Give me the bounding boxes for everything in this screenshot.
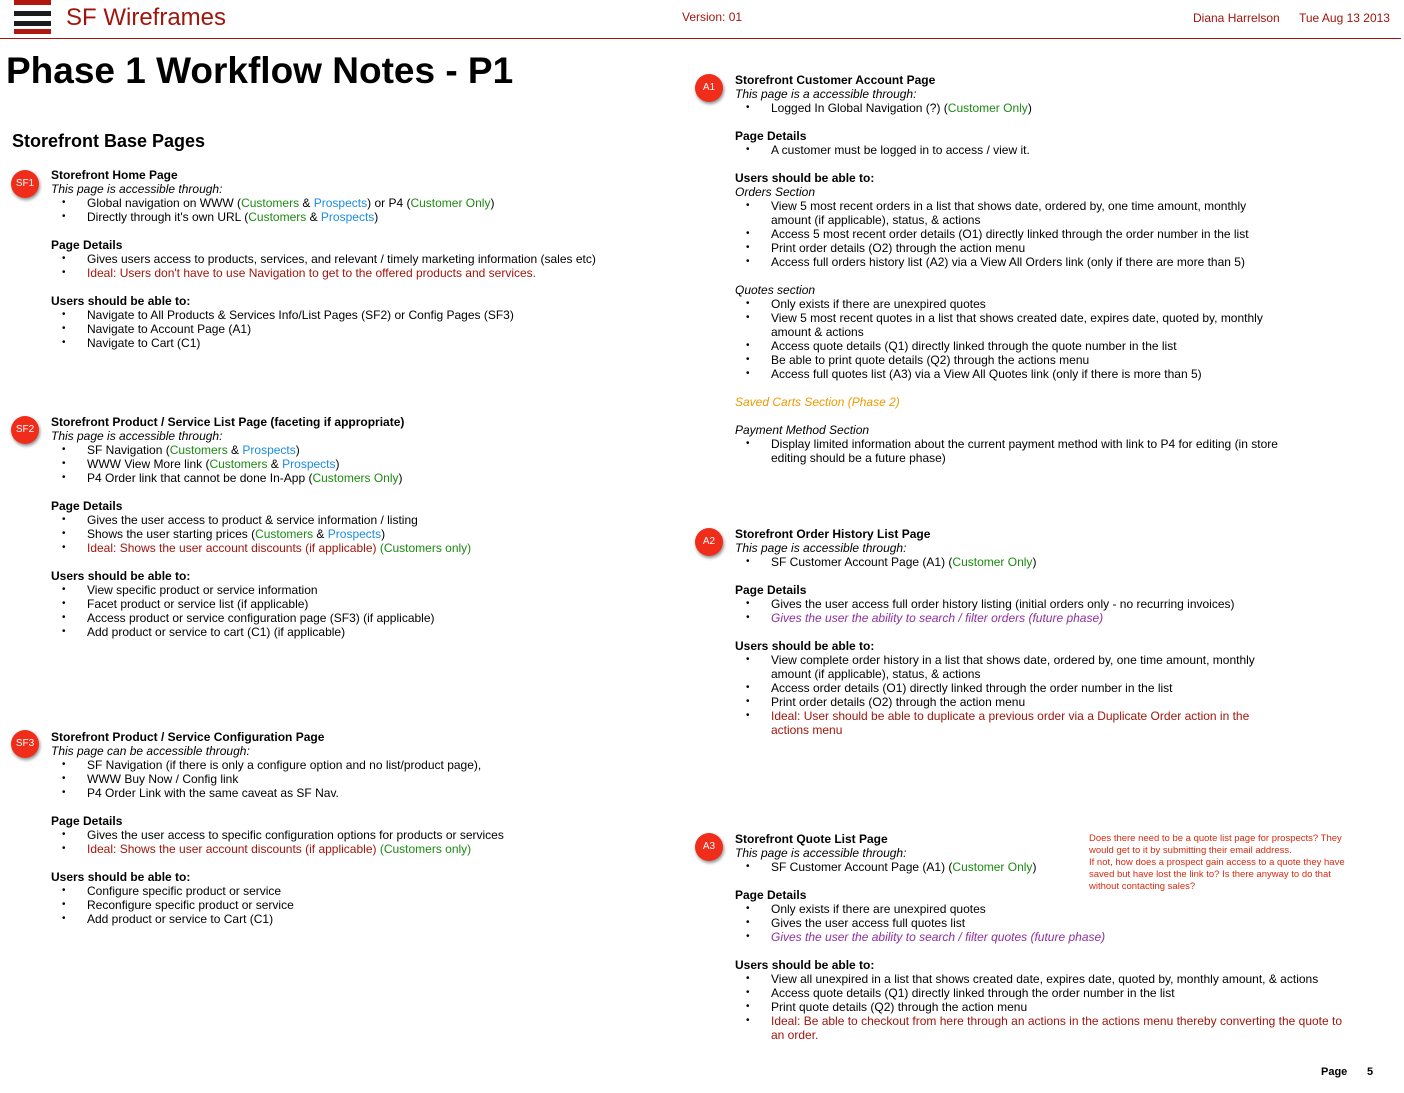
a3-users-list (735, 972, 1342, 1042)
list-item: • SF Customer Account Page (A1) (Customer Only) (735, 555, 1255, 569)
a1-subtitle: This page is a accessible through: (735, 87, 917, 101)
a1-title: Storefront Customer Account Page (735, 73, 936, 87)
section-sf3 (51, 730, 504, 926)
list-item: • Access order details (O1) directly linked through the order number in the list (735, 681, 1255, 695)
author-name: Diana Harrelson (1193, 11, 1280, 25)
list-item: • P4 Order Link with the same caveat as SF Nav. (51, 786, 504, 800)
list-item: • Ideal: User should be able to duplicate a previous order via a Duplicate Order action in the actions menu (735, 709, 1255, 737)
list-item: • View 5 most recent quotes in a list that shows created date, expires date, quoted by, monthly amount & actions (735, 311, 1278, 339)
list-item: • Gives the user access full quotes list (735, 916, 1342, 930)
list-item: • Print order details (O2) through the action menu (735, 241, 1278, 255)
list-item: • Access product or service configuration page (SF3) (if applicable) (51, 611, 471, 625)
section-sf2 (51, 415, 471, 639)
sf2-details-heading: Page Details (51, 499, 123, 513)
section-title: Storefront Base Pages (12, 131, 206, 151)
sf1-details-list (51, 252, 596, 280)
list-item: • Gives the user the ability to search / filter orders (future phase) (735, 611, 1255, 625)
list-item: • P4 Order link that cannot be done In-App (Customers Only) (51, 471, 471, 485)
sf3-details-list (51, 828, 504, 856)
list-item: • Be able to print quote details (Q2) through the actions menu (735, 353, 1278, 367)
section-a1 (735, 73, 1278, 465)
badge-a1: A1 (695, 74, 723, 102)
sf1-users-list (51, 308, 596, 350)
page-title: Phase 1 Workflow Notes - P1 (6, 50, 514, 91)
list-item: • Navigate to All Products & Services Info/List Pages (SF2) or Config Pages (SF3) (51, 308, 596, 322)
a2-users-heading: Users should be able to: (735, 639, 875, 653)
sf1-details-heading: Page Details (51, 238, 123, 252)
list-item: • Print order details (O2) through the action menu (735, 695, 1255, 709)
sf3-users-heading: Users should be able to: (51, 870, 191, 884)
badge-sf3: SF3 (11, 730, 39, 758)
a2-subtitle: This page is accessible through: (735, 541, 907, 555)
a1-details-heading: Page Details (735, 129, 807, 143)
list-item: • WWW View More link (Customers & Prospects) (51, 457, 471, 471)
a2-details-heading: Page Details (735, 583, 807, 597)
a1-payment-heading: Payment Method Section (735, 423, 870, 437)
list-item: • Ideal: Users don't have to use Navigation to get to the offered products and services. (51, 266, 596, 280)
a3-details-list (735, 902, 1342, 944)
sf1-access-list (51, 196, 596, 224)
sf3-details-heading: Page Details (51, 814, 123, 828)
sf3-users-list (51, 884, 504, 926)
stacked-bars-icon (14, 0, 51, 32)
a1-quotes-list (735, 297, 1278, 381)
list-item: • Print quote details (Q2) through the action menu (735, 1000, 1342, 1014)
list-item: • WWW Buy Now / Config link (51, 772, 504, 786)
list-item: • Directly through it's own URL (Customers & Prospects) (51, 210, 596, 224)
list-item: • Access quote details (Q1) directly linked through the order number in the list (735, 986, 1342, 1000)
list-item: • SF Customer Account Page (A1) (Customer Only) (735, 860, 1342, 874)
list-item: • Navigate to Cart (C1) (51, 336, 596, 350)
list-item: • Only exists if there are unexpired quotes (735, 297, 1278, 311)
badge-sf1: SF1 (11, 170, 39, 198)
section-a2 (735, 527, 1255, 737)
list-item: • A customer must be logged in to access / view it. (735, 143, 1278, 157)
list-item: • Gives the user access to product & service information / listing (51, 513, 471, 527)
list-item: • Access 5 most recent order details (O1) directly linked through the order number in the list (735, 227, 1278, 241)
list-item: • View specific product or service information (51, 583, 471, 597)
sf1-subtitle: This page is accessible through: (51, 182, 223, 196)
list-item: • SF Navigation (Customers & Prospects) (51, 443, 471, 457)
document-date: Tue Aug 13 2013 (1299, 11, 1390, 25)
header-divider (0, 38, 1401, 39)
sf2-access-list (51, 443, 471, 485)
a1-orders-heading: Orders Section (735, 185, 816, 199)
list-item: • Facet product or service list (if applicable) (51, 597, 471, 611)
list-item: • Access full orders history list (A2) via a View All Orders link (only if there are more than 5) (735, 255, 1278, 269)
sf2-users-heading: Users should be able to: (51, 569, 191, 583)
version-label: Version: 01 (682, 10, 743, 24)
a1-payment-list (735, 437, 1278, 465)
page-label: Page (1321, 1066, 1348, 1078)
badge-a2: A2 (695, 528, 723, 556)
a2-access-list (735, 555, 1255, 569)
list-item: • Gives users access to products, services, and relevant / timely marketing information (sales etc) (51, 252, 596, 266)
list-item: • Navigate to Account Page (A1) (51, 322, 596, 336)
list-item: • Gives the user the ability to search / filter quotes (future phase) (735, 930, 1342, 944)
sf2-users-list (51, 583, 471, 639)
sf2-details-list (51, 513, 471, 555)
list-item: • View 5 most recent orders in a list that shows date, ordered by, one time amount, monthly amount (if applicable), status, & actions (735, 199, 1278, 227)
list-item: • Add product or service to cart (C1) (if applicable) (51, 625, 471, 639)
list-item: • Add product or service to Cart (C1) (51, 912, 504, 926)
list-item: • View complete order history in a list that shows date, ordered by, one time amount, monthly amount (if applicable), status, & actions (735, 653, 1255, 681)
side-note: Does there need to be a quote list page for prospects? They would get to it by submitting their email address. If not, how does a prospect gain access to a quote they have saved but have lost the link to? Is there anyway to do that without contacting sales? (1089, 833, 1345, 892)
list-item: • Access quote details (Q1) directly linked through the quote number in the list (735, 339, 1278, 353)
a3-title: Storefront Quote List Page (735, 832, 888, 846)
app-title: SF Wireframes (66, 4, 227, 31)
list-item: • Gives the user access full order history listing (initial orders only - no recurring invoices) (735, 597, 1255, 611)
badge-sf2: SF2 (11, 416, 39, 444)
sf2-title: Storefront Product / Service List Page (faceting if appropriate) (51, 415, 405, 429)
list-item: • Only exists if there are unexpired quotes (735, 902, 1342, 916)
list-item: • Access full quotes list (A3) via a View All Quotes link (only if there is more than 5) (735, 367, 1278, 381)
sf3-access-list (51, 758, 504, 800)
list-item: • Ideal: Shows the user account discounts (if applicable) (Customers only) (51, 541, 471, 555)
a1-orders-list (735, 199, 1278, 269)
list-item: • Reconfigure specific product or service (51, 898, 504, 912)
page-number: 5 (1367, 1066, 1374, 1078)
a1-quotes-heading: Quotes section (735, 283, 816, 297)
list-item: • Ideal: Shows the user account discounts (if applicable) (Customers only) (51, 842, 504, 856)
list-item: • Gives the user access to specific configuration options for products or services (51, 828, 504, 842)
list-item: • SF Navigation (if there is only a configure option and no list/product page), (51, 758, 504, 772)
list-item: • Configure specific product or service (51, 884, 504, 898)
a2-users-list (735, 653, 1255, 737)
a1-users-heading: Users should be able to: (735, 171, 875, 185)
list-item: • Display limited information about the current payment method with link to P4 for editing (in store editing should be a future phase) (735, 437, 1278, 465)
sf1-title: Storefront Home Page (51, 168, 178, 182)
a3-details-heading: Page Details (735, 888, 807, 902)
section-sf1 (51, 168, 596, 350)
badge-a3: A3 (695, 833, 723, 861)
a1-saved-carts-heading: Saved Carts Section (Phase 2) (735, 395, 900, 409)
sf3-subtitle: This page can be accessible through: (51, 744, 250, 758)
a3-subtitle: This page is accessible through: (735, 846, 907, 860)
list-item: • View all unexpired in a list that shows created date, expires date, quoted by, monthly amount, & actions (735, 972, 1342, 986)
sf3-title: Storefront Product / Service Configuration Page (51, 730, 325, 744)
a3-users-heading: Users should be able to: (735, 958, 875, 972)
list-item: • Ideal: Be able to checkout from here through an actions in the actions menu thereby converting the quote to an order. (735, 1014, 1342, 1042)
list-item: • Global navigation on WWW (Customers & Prospects) or P4 (Customer Only) (51, 196, 596, 210)
sf1-users-heading: Users should be able to: (51, 294, 191, 308)
sf2-subtitle: This page is accessible through: (51, 429, 223, 443)
a1-access-list (735, 101, 1278, 115)
a2-title: Storefront Order History List Page (735, 527, 931, 541)
header (0, 0, 1404, 40)
list-item: • Logged In Global Navigation (?) (Customer Only) (735, 101, 1278, 115)
a2-details-list (735, 597, 1255, 625)
list-item: • Shows the user starting prices (Customers & Prospects) (51, 527, 471, 541)
a1-details-list (735, 143, 1278, 157)
